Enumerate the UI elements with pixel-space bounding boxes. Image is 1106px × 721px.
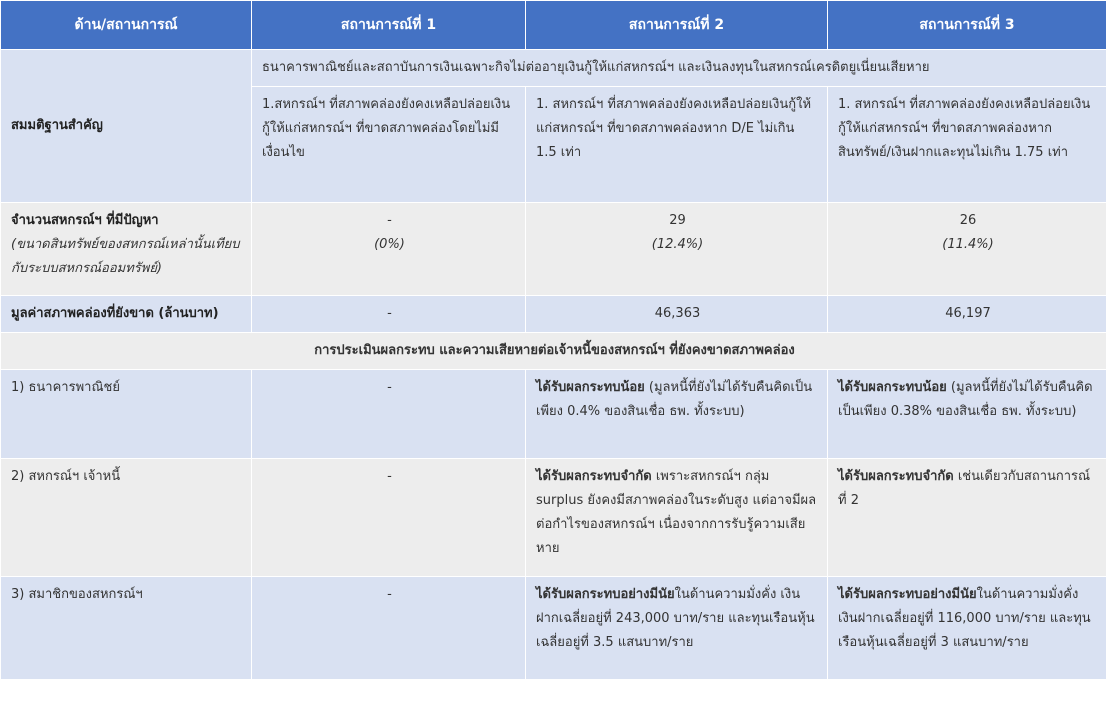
impact-scenario-1: - [252, 577, 526, 680]
header-row [1, 1, 1106, 50]
impact-level: ได้รับผลกระทบน้อย [838, 380, 947, 395]
problem-count-row [1, 203, 1106, 296]
impact-level: ได้รับผลกระทบอย่างมีนัย [536, 587, 675, 602]
header-scenario-3: สถานการณ์ที่ 3 [828, 1, 1106, 50]
impact-level: ได้รับผลกระทบจำกัด [536, 469, 652, 484]
impact-level: ได้รับผลกระทบจำกัด [838, 469, 954, 484]
impact-scenario-2 [526, 459, 828, 577]
problem-count-pct: (12.4%) [651, 237, 704, 252]
problem-count-pct: (11.4%) [942, 237, 994, 252]
section-title: การประเมินผลกระทบ และความเสียหายต่อเจ้าหนี้ของสหกรณ์ฯ ที่ยังคงขาดสภาพคล่อง [1, 333, 1106, 370]
impact-row-creditor-coops [1, 459, 1106, 577]
liquidity-gap-scenario-3: 46,197 [828, 296, 1106, 333]
header-scenario-2: สถานการณ์ที่ 2 [526, 1, 828, 50]
impact-scenario-2 [526, 370, 828, 459]
problem-count-scenario-3 [828, 203, 1106, 296]
impact-level: ได้รับผลกระทบน้อย [536, 380, 645, 395]
impact-detail: (มูลหนี้ที่ยังไม่ได้รับคืนคิดเป็นเพียง 0.4% ของสินเชื่อ ธพ. ทั้งระบบ) [536, 380, 813, 419]
impact-label: 2) สหกรณ์ฯ เจ้าหนี้ [1, 459, 252, 577]
header-aspect: ด้าน/สถานการณ์ [1, 1, 252, 50]
problem-count-scenario-1 [252, 203, 526, 296]
header-scenario-1: สถานการณ์ที่ 1 [252, 1, 526, 50]
problem-count-sublabel: (ขนาดสินทรัพย์ของสหกรณ์เหล่านั้นเทียบกับระบบสหกรณ์ออมทรัพย์) [11, 237, 240, 276]
problem-count-scenario-2 [526, 203, 828, 296]
assumption-scenario-2: 1. สหกรณ์ฯ ที่สภาพคล่องยังคงเหลือปล่อยเงินกู้ให้แก่สหกรณ์ฯ ที่ขาดสภาพคล่องหาก D/E ไม่เกิน 1.5 เท่า [526, 87, 828, 203]
problem-count-label-cell [1, 203, 252, 296]
impact-detail: ในด้านความมั่งคั่ง เงินฝากเฉลี่ยอยู่ที่ 243,000 บาท/ราย และทุนเรือนหุ้นเฉลี่ยอยู่ที่ 3.5 แสนบาท/ราย [536, 587, 815, 650]
impact-level: ได้รับผลกระทบอย่างมีนัย [838, 587, 977, 602]
impact-scenario-2 [526, 577, 828, 680]
problem-count-value: 29 [669, 213, 686, 228]
assumptions-label: สมมติฐานสำคัญ [1, 50, 252, 203]
liquidity-gap-scenario-1: - [252, 296, 526, 333]
problem-count-label: จำนวนสหกรณ์ฯ ที่มีปัญหา [11, 213, 159, 228]
section-header-row [1, 333, 1106, 370]
impact-detail: (มูลหนี้ที่ยังไม่ได้รับคืนคิดเป็นเพียง 0.38% ของสินเชื่อ ธพ. ทั้งระบบ) [838, 380, 1093, 419]
impact-scenario-3 [828, 459, 1106, 577]
impact-detail: ในด้านความมั่งคั่ง เงินฝากเฉลี่ยอยู่ที่ 116,000 บาท/ราย และทุนเรือนหุ้นเฉลี่ยอยู่ที่ 3 แสนบาท/ราย [838, 587, 1091, 650]
impact-row-members [1, 577, 1106, 680]
problem-count-value: 26 [959, 213, 977, 228]
assumption-scenario-3: 1. สหกรณ์ฯ ที่สภาพคล่องยังคงเหลือปล่อยเงินกู้ให้แก่สหกรณ์ฯ ที่ขาดสภาพคล่องหาก สินทรัพย์/เงินฝากและทุนไม่เกิน 1.75 เท่า [828, 87, 1106, 203]
impact-scenario-3 [828, 577, 1106, 680]
problem-count-value: - [387, 213, 392, 228]
impact-detail: เพราะสหกรณ์ฯ กลุ่ม surplus ยังคงมีสภาพคล่องในระดับสูง แต่อาจมีผลต่อกำไรของสหกรณ์ฯ เนื่องจากการรับรู้ความเสียหาย [536, 469, 817, 556]
impact-detail: เช่นเดียวกับสถานการณ์ที่ 2 [838, 469, 1091, 508]
liquidity-gap-scenario-2: 46,363 [526, 296, 828, 333]
liquidity-gap-label: มูลค่าสภาพคล่องที่ยังขาด (ล้านบาท) [1, 296, 252, 333]
assumptions-common: ธนาคารพาณิชย์และสถาบันการเงินเฉพาะกิจไม่ต่ออายุเงินกู้ให้แก่สหกรณ์ฯ และเงินลงทุนในสหกรณ์เครดิตยูเนี่ยนเสียหาย [252, 50, 1106, 87]
impact-scenario-1: - [252, 370, 526, 459]
impact-label: 1) ธนาคารพาณิชย์ [1, 370, 252, 459]
problem-count-pct: (0%) [374, 237, 405, 252]
liquidity-gap-row [1, 296, 1106, 333]
impact-label: 3) สมาชิกของสหกรณ์ฯ [1, 577, 252, 680]
impact-row-commercial-banks [1, 370, 1106, 459]
impact-scenario-3 [828, 370, 1106, 459]
impact-scenario-1: - [252, 459, 526, 577]
assumptions-row [1, 50, 1106, 87]
assumption-scenario-1: 1.สหกรณ์ฯ ที่สภาพคล่องยังคงเหลือปล่อยเงินกู้ให้แก่สหกรณ์ฯ ที่ขาดสภาพคล่องโดยไม่มีเงื่อนไข [252, 87, 526, 203]
